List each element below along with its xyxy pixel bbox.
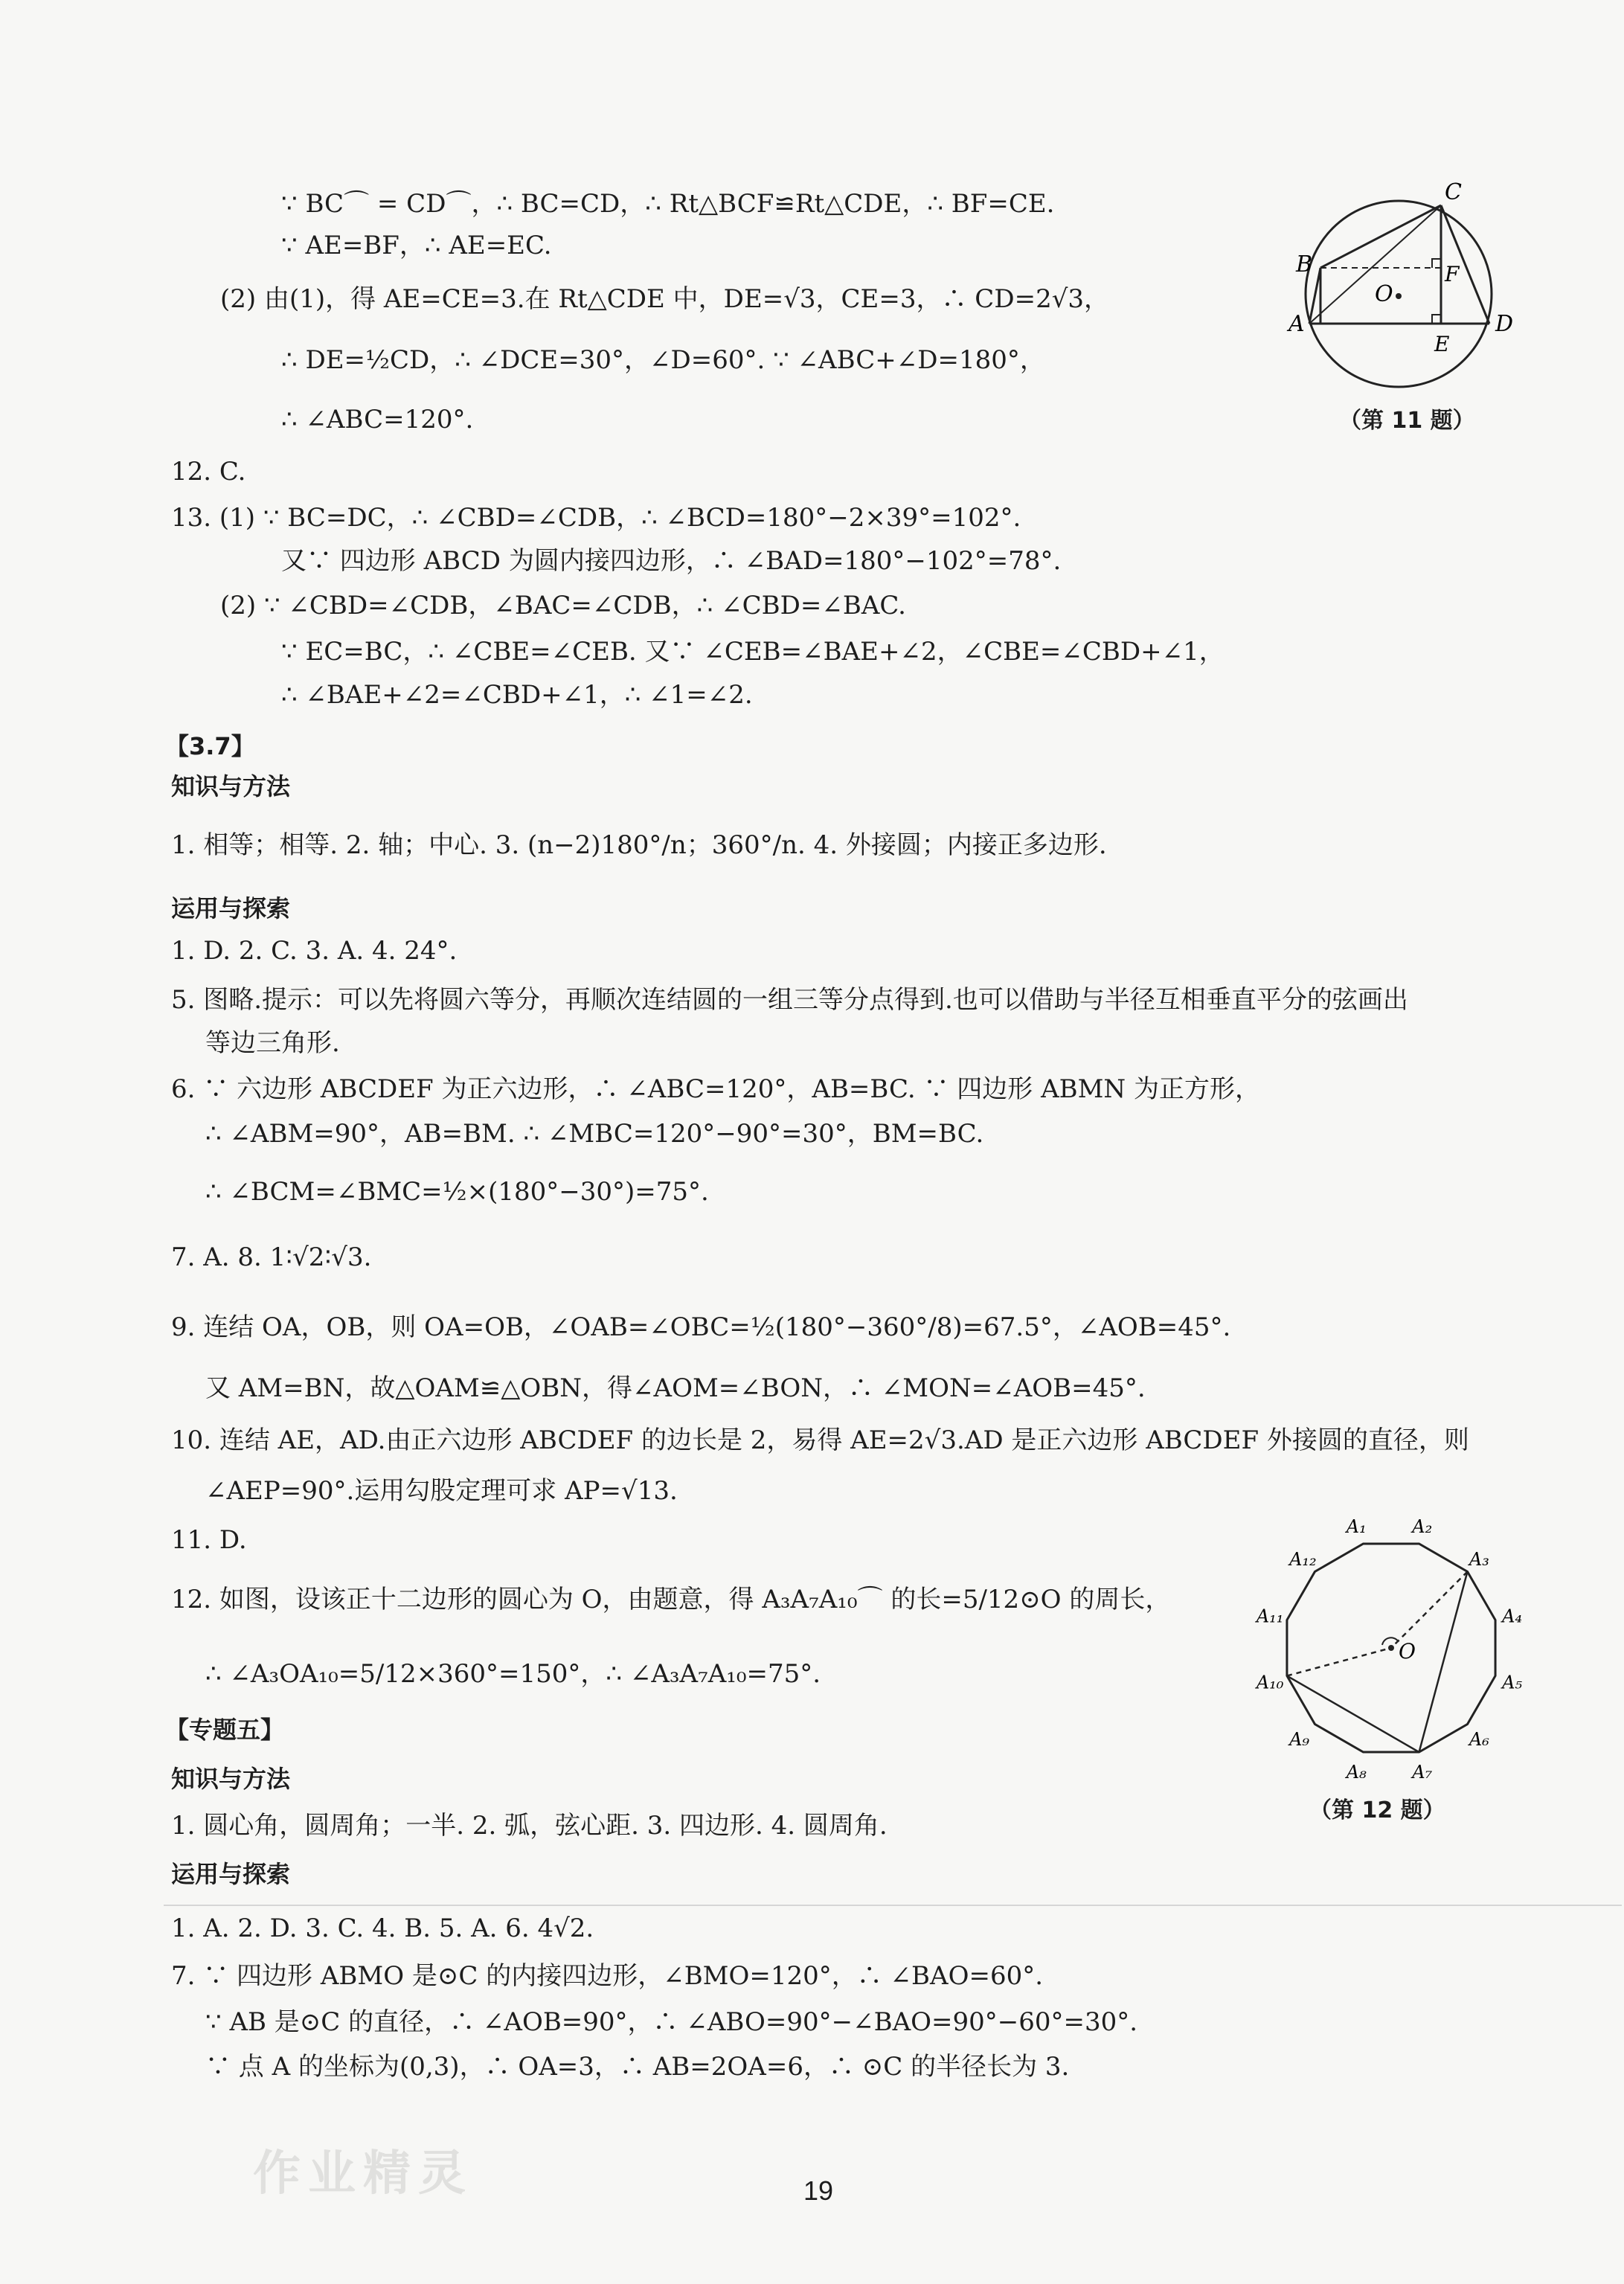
s37-u5b: 等边三角形. (205, 1028, 340, 1058)
s37-u10a: 10. 连结 AE，AD.由正六边形 ABCDEF 的边长是 2，易得 AE=2√3.AD 是正六边形 ABCDEF 外接圆的直径，则 (171, 1425, 1469, 1455)
topic5-usage: 运用与探索 (171, 1860, 291, 1888)
fig12-segment-oa3 (1391, 1571, 1468, 1648)
fig12-label-vertex: A₇ (1412, 1762, 1433, 1783)
figure-11 (1280, 179, 1525, 417)
topic5-u7a: 7. ∵ 四边形 ABMO 是⊙C 的内接四边形，∠BMO=120°，∴ ∠BAO=60°. (171, 1961, 1044, 1991)
s37-u5a: 5. 图略.提示：可以先将圆六等分，再顺次连结圆的一组三等分点得到.也可以借助与半径互相垂直平分的弦画出 (171, 985, 1408, 1015)
s37-u11: 11. D. (171, 1525, 247, 1555)
fig11-label-b: B (1296, 251, 1313, 278)
figure-12 (1235, 1518, 1547, 1793)
fig12-label-vertex: A₃ (1469, 1549, 1489, 1571)
section-3-7-title: 【3.7】 (165, 732, 255, 760)
fig11-label-o: O (1375, 281, 1393, 307)
page-number: 19 (803, 2175, 834, 2206)
fig12-segment-a3a7 (1419, 1571, 1468, 1752)
fig11-label-a: A (1288, 311, 1305, 337)
fig11-label-c: C (1445, 179, 1462, 205)
fig11-right-angle-f (1432, 259, 1441, 268)
fig12-label-vertex: A₆ (1469, 1728, 1489, 1750)
fig12-label-vertex: A₅ (1502, 1672, 1523, 1693)
fig12-label-vertex: A₁₁ (1256, 1605, 1284, 1627)
fig11-right-angle-e (1432, 315, 1441, 324)
fig12-label-o: O (1399, 1639, 1416, 1664)
fig12-label-vertex: A₁₀ (1256, 1672, 1284, 1693)
p13-line-2: 又∵ 四边形 ABCD 为圆内接四边形，∴ ∠BAD=180°−102°=78°. (281, 546, 1062, 576)
fig12-label-vertex: A₄ (1502, 1605, 1523, 1627)
topic5-title: 【专题五】 (165, 1716, 285, 1744)
p11-line-4: ∴ DE=½CD，∴ ∠DCE=30°，∠D=60°. ∵ ∠ABC+∠D=180°， (281, 345, 1045, 375)
fig12-label-vertex: A₉ (1289, 1728, 1310, 1750)
s37-u6a: 6. ∵ 六边形 ABCDEF 为正六边形，∴ ∠ABC=120°，AB=BC. ∵ 四边形 ABMN 为正方形， (171, 1074, 1260, 1104)
fig12-segment-oa10 (1287, 1648, 1391, 1676)
s37-u9a: 9. 连结 OA，OB，则 OA=OB，∠OAB=∠OBC=½(180°−360°/8)=67.5°，∠AOB=45°. (171, 1312, 1231, 1342)
p13-line-1: 13. (1) ∵ BC=DC，∴ ∠CBD=∠CDB，∴ ∠BCD=180°−2×39°=102°. (171, 503, 1021, 533)
s37-u1: 1. D. 2. C. 3. A. 4. 24°. (171, 936, 458, 966)
s37-k1: 1. 相等；相等. 2. 轴；中心. 3. (n−2)180°/n；360°/n. 4. 外接圆；内接正多边形. (171, 830, 1107, 860)
fig12-label-vertex: A₁₂ (1289, 1549, 1317, 1571)
topic5-u1: 1. A. 2. D. 3. C. 4. B. 5. A. 6. 4√2. (171, 1914, 594, 1943)
fig12-label-vertex: A₂ (1412, 1518, 1433, 1537)
p13-line-5: ∴ ∠BAE+∠2=∠CBD+∠1，∴ ∠1=∠2. (281, 680, 753, 710)
divider-rule (164, 1905, 1622, 1906)
s37-u7: 7. A. 8. 1∶√2∶√3. (171, 1242, 372, 1272)
s37-u6c: ∴ ∠BCM=∠BMC=½×(180°−30°)=75°. (205, 1177, 709, 1207)
watermark-logo: 作业精灵 (253, 2146, 473, 2201)
section-3-7-usage: 运用与探索 (171, 894, 291, 923)
p11-line-2: ∵ AE=BF，∴ AE=EC. (281, 231, 552, 260)
fig11-segment-bc (1320, 205, 1441, 268)
s37-u12b: ∴ ∠A₃OA₁₀=5/12×360°=150°，∴ ∠A₃A₇A₁₀=75°. (205, 1659, 821, 1689)
topic5-u7c: ∵ 点 A 的坐标为(0,3)，∴ OA=3，∴ AB=2OA=6，∴ ⊙C 的半径长为 3. (205, 2052, 1070, 2082)
fig11-label-f: F (1445, 262, 1460, 286)
p13-line-4: ∵ EC=BC，∴ ∠CBE=∠CEB. 又∵ ∠CEB=∠BAE+∠2，∠CBE=∠CBD+∠1， (281, 637, 1225, 667)
fig11-label-e: E (1434, 332, 1450, 356)
fig11-center-dot (1396, 293, 1402, 299)
p11-line-5: ∴ ∠ABC=120°. (281, 405, 474, 434)
s37-u12a: 12. 如图，设该正十二边形的圆心为 O，由题意，得 A₃A₇A₁₀⌒ 的长=5/12⊙O 的周长， (171, 1585, 1171, 1614)
fig12-label-vertex: A₁ (1346, 1518, 1367, 1537)
fig11-caption: （第 11 题） (1339, 408, 1475, 434)
s37-u9b: 又 AM=BN，故△OAM≌△OBN，得∠AOM=∠BON，∴ ∠MON=∠AOB=45°. (205, 1373, 1146, 1403)
topic5-u7b: ∵ AB 是⊙C 的直径，∴ ∠AOB=90°，∴ ∠ABO=90°−∠BAO=90°−60°=30°. (205, 2007, 1138, 2037)
topic5-k1: 1. 圆心角，圆周角；一半. 2. 弧，弦心距. 3. 四边形. 4. 圆周角. (171, 1811, 888, 1841)
p11-line-3: (2) 由(1)，得 AE=CE=3.在 Rt△CDE 中，DE=√3，CE=3，∴ CD=2√3， (220, 284, 1109, 314)
fig12-label-vertex: A₈ (1346, 1762, 1367, 1783)
s37-u10b: ∠AEP=90°.运用勾股定理可求 AP=√13. (205, 1476, 678, 1506)
fig11-label-d: D (1495, 311, 1514, 337)
section-3-7-knowledge: 知识与方法 (171, 772, 291, 801)
fig12-caption: （第 12 题） (1309, 1797, 1445, 1823)
topic5-knowledge: 知识与方法 (171, 1765, 291, 1793)
s37-u6b: ∴ ∠ABM=90°，AB=BM. ∴ ∠MBC=120°−90°=30°，BM=BC. (205, 1119, 984, 1149)
p13-line-3: (2) ∵ ∠CBD=∠CDB，∠BAC=∠CDB，∴ ∠CBD=∠BAC. (220, 591, 906, 620)
p12-line: 12. C. (171, 457, 246, 487)
fig12-center-dot (1388, 1645, 1394, 1651)
p11-line-1: ∵ BC⌒ = CD⌒，∴ BC=CD，∴ Rt△BCF≌Rt△CDE，∴ BF=CE. (281, 189, 1055, 219)
